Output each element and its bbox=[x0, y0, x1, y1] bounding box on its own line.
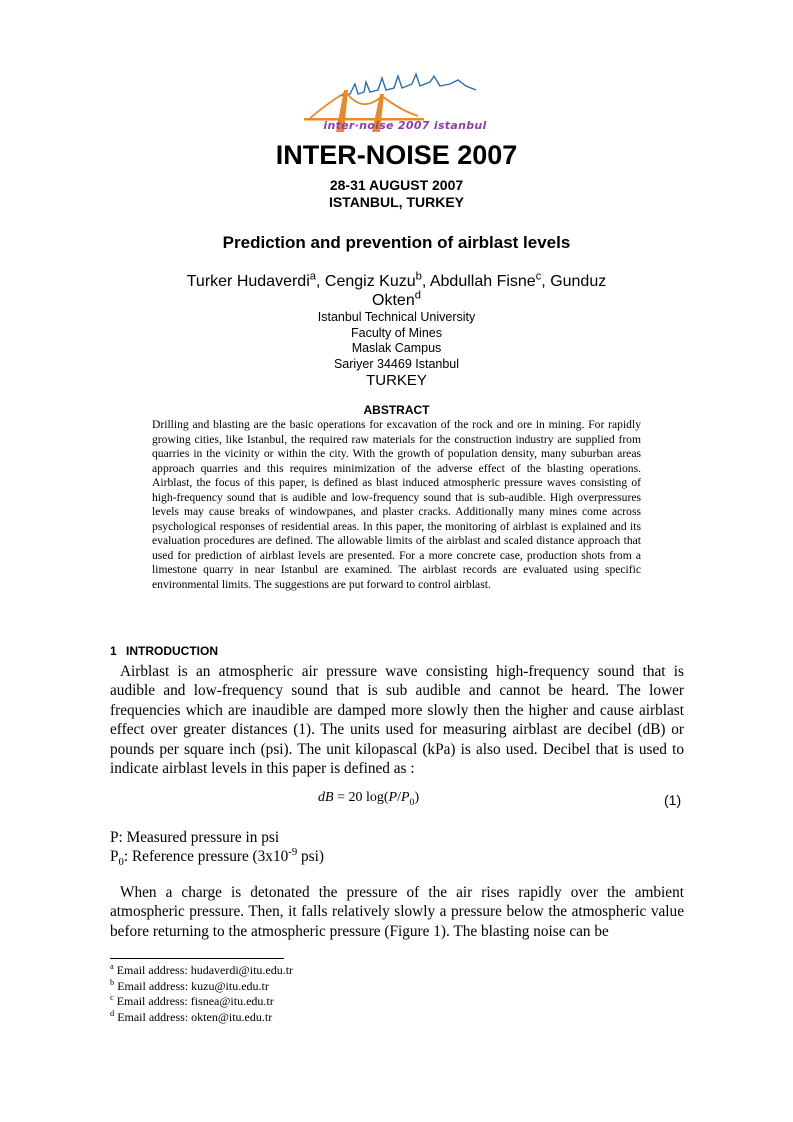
equation-number: (1) bbox=[664, 792, 682, 808]
footnote bbox=[110, 979, 293, 995]
author-mark: a bbox=[309, 270, 316, 283]
definition-p0-label: P bbox=[110, 848, 119, 865]
definition-p0 bbox=[110, 845, 324, 869]
footnote-mark: d bbox=[110, 1008, 115, 1018]
footnote-mark: b bbox=[110, 977, 115, 987]
affiliation-campus: Maslak Campus bbox=[351, 341, 442, 355]
footnote-mark: c bbox=[110, 993, 114, 1002]
definition-p-text: : Measured pressure in psi bbox=[118, 829, 280, 846]
footnote bbox=[110, 963, 293, 979]
equation-rhs-prefix: = 20 log bbox=[333, 790, 384, 805]
author-mark: d bbox=[414, 289, 421, 302]
section-number: 1 bbox=[110, 644, 117, 658]
section-title: INTRODUCTION bbox=[126, 644, 218, 658]
footnote-divider bbox=[110, 958, 284, 959]
footnote-mark: a bbox=[110, 962, 114, 971]
conference-date: 28-31 AUGUST 2007 bbox=[329, 177, 464, 193]
skyline-outline bbox=[340, 74, 476, 96]
footnote bbox=[110, 994, 293, 1010]
abstract-heading: ABSTRACT bbox=[363, 403, 430, 417]
equation-numerator: P bbox=[388, 790, 398, 805]
equation-lhs: dB bbox=[318, 790, 334, 805]
footnote-text: Email address: hudaverdi@itu.edu.tr bbox=[113, 963, 294, 977]
conference-title: INTER-NOISE 2007 bbox=[275, 140, 518, 170]
author-name: Abdullah Fisne bbox=[429, 273, 536, 290]
logo-text: inter·noise 2007 istanbul bbox=[323, 119, 487, 132]
equation-subscript: 0 bbox=[409, 796, 415, 808]
author-separator: , bbox=[316, 273, 325, 290]
author-separator: , bbox=[421, 273, 430, 290]
definition-p-label: P bbox=[110, 829, 119, 846]
author-name: Cengiz Kuzu bbox=[324, 273, 416, 290]
abstract-text: Drilling and blasting are the basic operations for excavation of the rock and ore in mining. For rapidly growing cities, like Istanbul, the required raw materials for the construction industry are supplied from quarries in the vicinity or within the city. With the growth of population density, many suburban areas approach quarries and this requires minimization of the adverse effect of the blasting operations. Airblast, the focus of this paper, is defined as blast induced atmospheric pressure waves consisting of high-frequency sound that is audible and low-frequency sound that is sub-audible. High overpressures levels may cause breaks of windowpanes, and plaster cracks. Additionally many mines come across psychological responses of residential areas. In this paper, the monitoring of airblast is explained and its evaluation procedures are defined. The allowable limits of the airblast and scaled distance approach that used for prediction of airblast levels are presented. For a more concrete case, production shots from a limestone quarry in near Istanbul are examined. The airblast records are evaluated using specific environmental limits. The suggestions are put forward to control airblast. bbox=[152, 418, 641, 592]
paper-title: Prediction and prevention of airblast levels bbox=[222, 233, 571, 252]
equation-db: dB = 20 $\log(P/P_0)$ bbox=[318, 790, 420, 808]
definition-p0-unit: psi) bbox=[297, 848, 324, 865]
equation-denominator: P bbox=[400, 790, 410, 805]
intro-paragraph-2: When a charge is detonated the pressure of the air rises rapidly over the ambient atmospheric pressure. Then, it falls relatively slowly a pressure below the atmospheric value before returning to the atmospheric pressure (Figure 1). The blasting noise can be bbox=[110, 884, 684, 940]
author-mark: c bbox=[535, 270, 542, 283]
intro-paragraph-1: Airblast is an atmospheric air pressure wave consisting high-frequency sound that is audible and low-frequency sound that is sub audible and cannot be heard. The lower frequencies which are inaudible are damped more slowly then the higher and cause airblast effect over greater distances (1). The units used for measuring airblast are decibel (dB) or pounds per square inch (psi). The unit kilopascal (kPa) is also used. Decibel that is used to indicate airblast levels in this paper is defined as : bbox=[110, 663, 684, 778]
affiliation-address: Sariyer 34469 Istanbul bbox=[333, 356, 460, 371]
author-list bbox=[175, 272, 618, 310]
affiliation-country: TURKEY bbox=[366, 372, 427, 389]
footnote-text: Email address: kuzu@itu.edu.tr bbox=[114, 978, 269, 993]
bridge-cable bbox=[308, 92, 418, 120]
footnote-text: Email address: fisnea@itu.edu.tr bbox=[113, 994, 274, 1008]
author-separator: , bbox=[541, 273, 551, 290]
section-heading bbox=[110, 644, 218, 658]
footnote-text: Email address: okten@itu.edu.tr bbox=[114, 1009, 273, 1024]
conference-location: ISTANBUL, TURKEY bbox=[328, 194, 465, 210]
footnote bbox=[110, 1010, 293, 1026]
author-name: Gunduz Okten bbox=[372, 273, 607, 309]
author-mark: b bbox=[415, 270, 422, 283]
affiliation-university: Istanbul Technical University bbox=[317, 310, 476, 324]
definition-p bbox=[110, 829, 279, 847]
definition-p0-sub: 0 bbox=[118, 856, 124, 869]
affiliation-faculty: Faculty of Mines bbox=[350, 325, 442, 340]
affiliation bbox=[0, 310, 793, 389]
footnotes bbox=[110, 963, 293, 1025]
author-name: Turker Hudaverdi bbox=[186, 273, 310, 290]
definition-p0-text: : Reference pressure (3x10 bbox=[123, 848, 289, 865]
definition-p0-exp: -9 bbox=[288, 845, 298, 858]
